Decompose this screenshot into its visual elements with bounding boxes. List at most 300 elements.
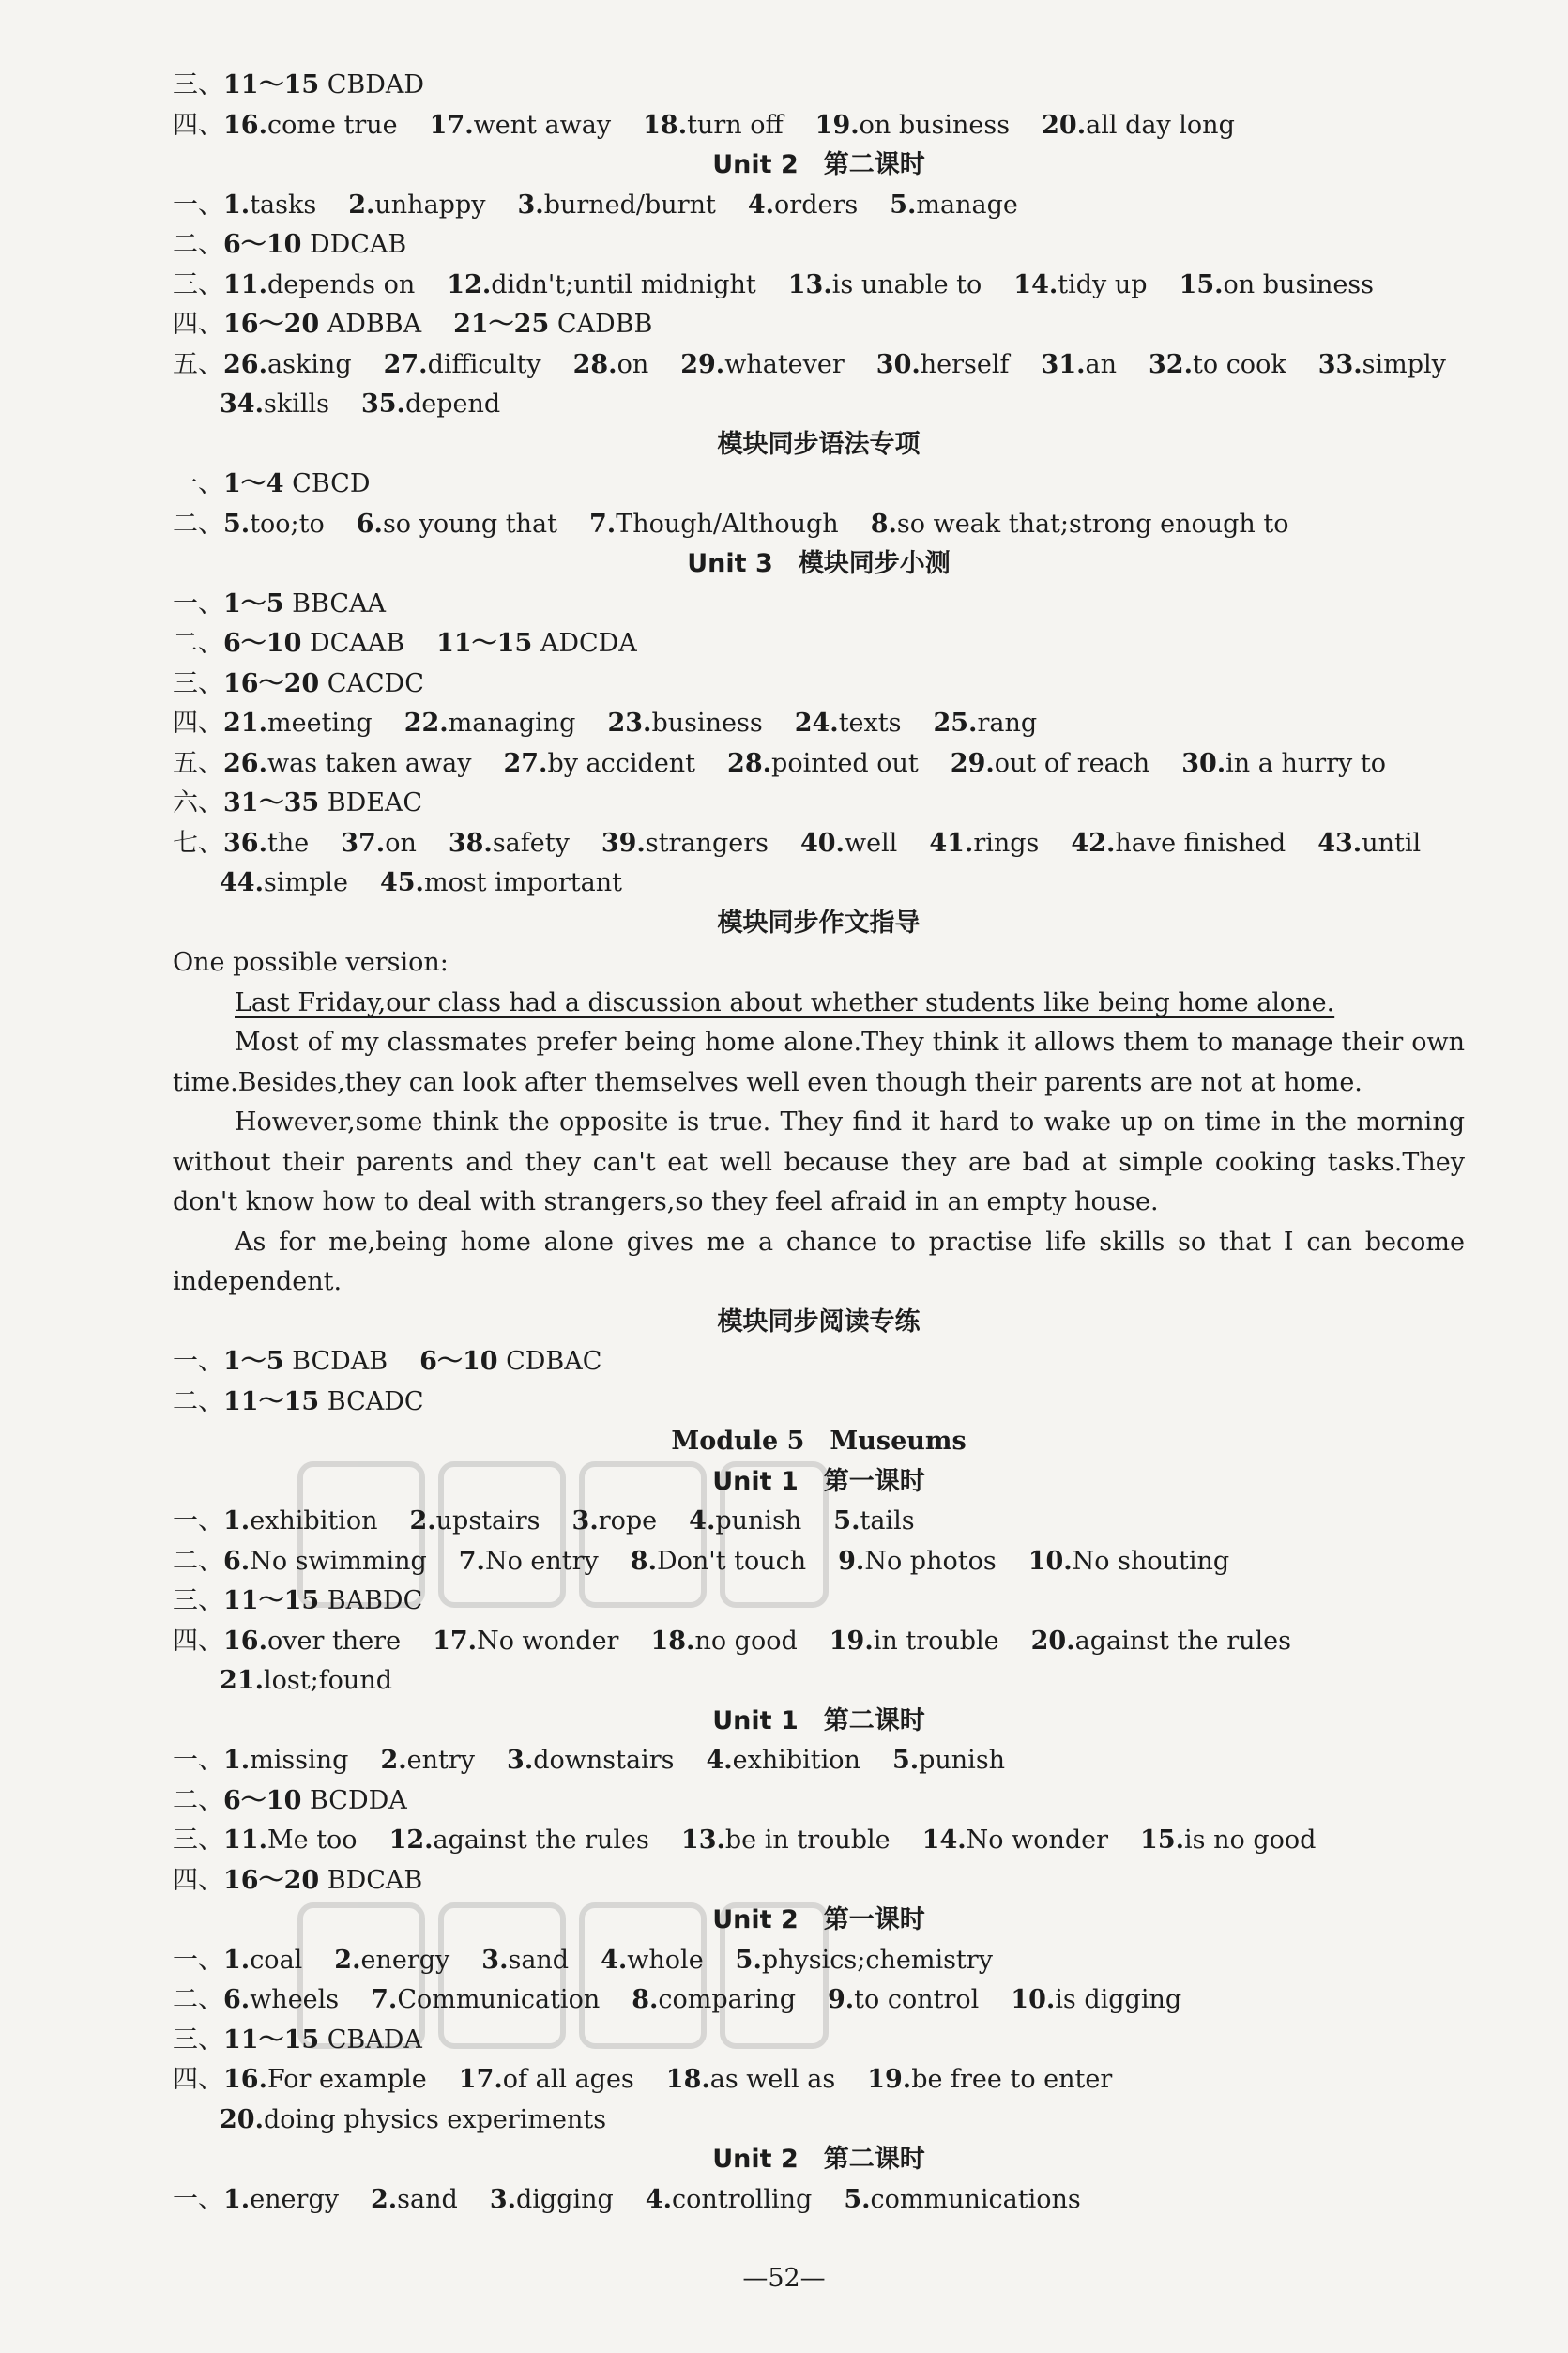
answer-text: exhibition (250, 1506, 378, 1536)
answer-item (800, 829, 897, 858)
answer-item (815, 111, 1010, 140)
answer-text: on business (859, 110, 1011, 140)
answer-item (223, 1985, 339, 2014)
answer-item (795, 709, 902, 738)
answer-item (223, 270, 415, 299)
question-number: 5. (223, 509, 251, 539)
question-section-marker: 四、 (173, 2065, 223, 2094)
answer-item (419, 1347, 601, 1376)
question-section-marker: 四、 (173, 1865, 223, 1895)
answer-item (871, 510, 1289, 539)
answer-line (173, 385, 1465, 425)
question-number: 19. (829, 1626, 874, 1656)
answer-text: difficulty (427, 349, 541, 379)
question-number: 23. (607, 709, 652, 738)
answer-item (380, 868, 622, 897)
question-number: 5. (735, 1945, 762, 1975)
question-number: 21. (220, 1666, 264, 1695)
essay-paragraph (173, 1023, 1465, 1103)
answer-item (748, 191, 858, 220)
answer-item (223, 2065, 427, 2094)
question-number: 9. (838, 1546, 865, 1576)
question-section-marker: 二、 (173, 1985, 223, 2014)
question-number: 6. (223, 1985, 251, 2014)
answer-text: sand (508, 1945, 570, 1975)
answer-text: BDCAB (319, 1865, 423, 1895)
answer-text: depends on (266, 269, 416, 299)
question-number: 24. (794, 709, 839, 738)
question-number: 16. (223, 1626, 267, 1656)
answer-line (173, 1581, 1465, 1622)
answer-line (173, 1542, 1465, 1582)
answer-line (173, 1383, 1465, 1423)
answer-text: skills (263, 390, 329, 419)
answer-line (173, 2060, 1465, 2101)
section-heading: 模块同步语法专项 (717, 429, 921, 459)
answer-item (727, 749, 919, 778)
answer-item (223, 1946, 302, 1975)
answer-line (173, 2021, 1465, 2061)
question-number: 2. (348, 190, 375, 220)
answer-item (929, 829, 1039, 858)
question-number: 12. (388, 1826, 434, 1855)
answer-text: to cook (1193, 349, 1286, 379)
answer-item (1317, 829, 1421, 858)
answer-line (173, 1741, 1465, 1781)
answer-text: comparing (658, 1985, 796, 2014)
question-section-marker: 三、 (173, 668, 223, 698)
section-heading: 模块同步阅读专练 (717, 1306, 921, 1337)
question-number: 30. (1181, 748, 1226, 778)
answer-item (459, 1547, 599, 1576)
question-number: 3. (571, 1506, 599, 1536)
answer-line (173, 345, 1465, 386)
answer-text: went away (473, 110, 612, 140)
answer-text: meeting (266, 709, 373, 738)
answer-item (223, 669, 424, 698)
answer-text: missing (250, 1746, 349, 1775)
question-number: 6～10 (223, 1785, 302, 1815)
answer-line (173, 505, 1465, 545)
question-number: 43. (1317, 828, 1362, 858)
question-section-marker: 三、 (173, 1826, 223, 1855)
question-number: 1. (223, 1746, 251, 1775)
answer-text: managing (448, 709, 576, 738)
answer-item (1028, 1547, 1230, 1576)
answer-text: BCDAB (283, 1347, 388, 1376)
question-number: 10. (1011, 1985, 1056, 2014)
question-number: 18. (665, 2065, 710, 2094)
answer-text: wheels (250, 1985, 340, 2014)
answer-text: rope (598, 1506, 658, 1536)
answer-text: turn off (687, 110, 784, 140)
answer-item (1140, 1826, 1316, 1855)
answer-line (173, 863, 1465, 904)
answer-text: on business (1223, 269, 1375, 299)
answer-text: business (651, 709, 763, 738)
answer-item (223, 70, 424, 99)
question-number: 1. (223, 1945, 251, 1975)
answer-text: depend (404, 390, 501, 419)
answer-text: didn't;until midnight (491, 269, 756, 299)
answer-item (844, 2185, 1080, 2214)
question-number: 14. (921, 1826, 967, 1855)
question-number: 21～25 (453, 310, 550, 339)
question-number: 1. (223, 190, 251, 220)
question-number: 14. (1013, 269, 1058, 299)
question-number: 6～10 (223, 230, 302, 259)
answer-text: No shouting (1072, 1546, 1230, 1576)
question-number: 18. (643, 110, 688, 140)
question-number: 11. (223, 269, 267, 299)
answer-text: No wonder (966, 1826, 1109, 1855)
answer-item (1042, 350, 1117, 379)
answer-text: doing physics experiments (263, 2104, 607, 2134)
answer-item (348, 191, 485, 220)
question-section-marker: 五、 (173, 349, 223, 379)
answer-item (361, 390, 500, 419)
answer-item (223, 1627, 401, 1656)
question-number: 40. (799, 828, 845, 858)
question-number: 8. (630, 1546, 657, 1576)
answer-text: downstairs (533, 1746, 675, 1775)
answer-item (490, 2185, 614, 2214)
question-number: 37. (341, 828, 386, 858)
answer-item (922, 1826, 1108, 1855)
question-number: 27. (383, 349, 428, 379)
answer-item (1180, 270, 1374, 299)
question-number: 1. (223, 2184, 251, 2214)
answer-text: Though/Although (616, 509, 839, 539)
answer-item (223, 1347, 388, 1376)
answer-text: be in trouble (724, 1826, 891, 1855)
question-number: 30. (875, 349, 921, 379)
answer-item (220, 390, 329, 419)
question-number: 2. (409, 1506, 436, 1536)
question-number: 4. (689, 1506, 716, 1536)
answer-text: energy (360, 1945, 450, 1975)
answer-text: CBDAD (319, 70, 425, 99)
answer-item (447, 270, 756, 299)
answer-item (357, 510, 557, 539)
question-number: 5. (891, 1746, 920, 1775)
answer-text: entry (406, 1746, 476, 1775)
answer-line (173, 585, 1465, 625)
question-number: 9. (827, 1985, 855, 2014)
answer-text: No wonder (477, 1626, 619, 1656)
answer-text: CACDC (319, 668, 424, 698)
answer-text: For example (266, 2065, 427, 2094)
question-number: 11～15 (223, 70, 320, 99)
question-section-marker: 一、 (173, 469, 223, 498)
answer-item (828, 1985, 979, 2014)
question-number: 42. (1071, 828, 1116, 858)
essay-paragraph-text: Most of my classmates prefer being home alone.They think it allows them to manage their own time.Besides,they can look after themselves well even though their parents are not at home. (173, 1028, 1465, 1097)
answer-line (173, 1980, 1465, 2021)
answer-text: out of reach (994, 748, 1150, 778)
answer-item (449, 829, 570, 858)
question-section-marker: 四、 (173, 310, 223, 339)
question-number: 7. (371, 1985, 398, 2014)
answer-text: over there (266, 1626, 402, 1656)
question-number: 16. (223, 110, 267, 140)
section-heading: Unit 2 第一课时 (712, 1905, 925, 1934)
answer-text: exhibition (732, 1746, 860, 1775)
question-number: 5. (833, 1506, 860, 1536)
answer-line (173, 66, 1465, 106)
section-heading: Unit 2 第二课时 (712, 2145, 925, 2174)
question-number: 12. (447, 269, 492, 299)
answer-item (631, 1547, 806, 1576)
question-section-marker: 二、 (173, 1785, 223, 1815)
answer-item (833, 1506, 914, 1536)
answer-line (173, 1502, 1465, 1542)
question-number: 15. (1140, 1826, 1185, 1855)
question-number: 17. (429, 110, 474, 140)
question-number: 7. (458, 1546, 485, 1576)
answer-item (1071, 829, 1286, 858)
essay-paragraph (173, 984, 1465, 1024)
question-number: 4. (601, 1945, 628, 1975)
answer-item (646, 2185, 813, 2214)
question-number: 15. (1179, 269, 1224, 299)
answer-item (573, 350, 649, 379)
answer-text: tails (860, 1506, 915, 1536)
answer-item (380, 1746, 475, 1775)
question-number: 2. (334, 1945, 361, 1975)
question-number: 41. (929, 828, 974, 858)
answer-line (173, 106, 1465, 146)
question-number: 6. (223, 1546, 251, 1576)
answer-item (371, 1985, 600, 2014)
answer-text: CBCD (283, 469, 371, 498)
answer-text: CADBB (549, 310, 653, 339)
question-section-marker: 一、 (173, 190, 223, 220)
question-number: 13. (787, 269, 832, 299)
answer-text: upstairs (435, 1506, 540, 1536)
answer-item (223, 1547, 427, 1576)
answer-text: was taken away (266, 748, 472, 778)
answer-item (481, 1946, 569, 1975)
answer-text: on (385, 828, 417, 858)
question-section-marker: 二、 (173, 230, 223, 259)
answer-item (223, 469, 370, 498)
answer-text: lost;found (263, 1666, 392, 1695)
answer-item (951, 749, 1149, 778)
answer-item (830, 1627, 999, 1656)
answer-text: physics;chemistry (761, 1945, 993, 1975)
question-section-marker: 五、 (173, 748, 223, 778)
answer-line (173, 704, 1465, 744)
section-heading: Unit 1 第二课时 (712, 1705, 925, 1735)
answer-text: no good (694, 1626, 798, 1656)
answer-item (223, 788, 422, 817)
question-section-marker: 一、 (173, 1746, 223, 1775)
section-heading: 模块同步作文指导 (717, 908, 921, 938)
question-number: 2. (380, 1746, 407, 1775)
question-number: 20. (220, 2104, 264, 2134)
answer-item (706, 1746, 860, 1775)
question-number: 29. (950, 748, 995, 778)
answer-line (173, 744, 1465, 785)
question-section-marker: 三、 (173, 1586, 223, 1615)
question-number: 4. (645, 2184, 672, 2214)
answer-item (876, 350, 1010, 379)
question-section-marker: 二、 (173, 629, 223, 658)
answer-text: tidy up (1058, 269, 1148, 299)
answer-item (220, 1666, 392, 1695)
answer-line (173, 1781, 1465, 1822)
answer-line (173, 784, 1465, 824)
answer-item (371, 2185, 458, 2214)
answer-line (173, 1622, 1465, 1662)
answer-item (607, 709, 762, 738)
question-number: 20. (1042, 110, 1087, 140)
answer-item (223, 1786, 407, 1815)
question-number: 16～20 (223, 668, 320, 698)
answer-text: against the rules (433, 1826, 649, 1855)
answer-text: safety (492, 828, 570, 858)
question-section-marker: 一、 (173, 1945, 223, 1975)
answer-item (223, 350, 352, 379)
answer-text: until (1362, 828, 1422, 858)
question-number: 1～4 (223, 469, 284, 498)
answer-text: manage (916, 190, 1018, 220)
answer-text: to control (854, 1985, 980, 2014)
answer-text: CDBAC (497, 1347, 602, 1376)
question-number: 28. (572, 349, 617, 379)
answer-text: is digging (1055, 1985, 1182, 2014)
answer-item (689, 1506, 801, 1536)
question-section-marker: 一、 (173, 1347, 223, 1376)
answer-text: is no good (1184, 1826, 1317, 1855)
question-number: 45. (379, 868, 424, 897)
answer-item (223, 111, 398, 140)
answer-text: communications (870, 2184, 1081, 2214)
answer-text: DCAAB (301, 629, 405, 658)
answer-item (666, 2065, 835, 2094)
answer-text: punish (919, 1746, 1006, 1775)
answer-item (436, 629, 637, 658)
question-number: 36. (223, 828, 267, 858)
answer-item (736, 1946, 993, 1975)
answer-item (1011, 1985, 1181, 2014)
question-number: 10. (1028, 1546, 1073, 1576)
answer-item (223, 310, 421, 339)
answer-text: in a hurry to (1225, 748, 1386, 778)
answer-text: simply (1362, 349, 1446, 379)
answer-line (173, 305, 1465, 345)
question-number: 3. (489, 2184, 516, 2214)
essay-paragraph (173, 1223, 1465, 1303)
answer-text: digging (516, 2184, 614, 2214)
answer-item (867, 2065, 1112, 2094)
answer-line (173, 2180, 1465, 2221)
question-number: 8. (870, 509, 897, 539)
answer-item (589, 510, 839, 539)
question-number: 33. (1317, 349, 1362, 379)
answer-item (459, 2065, 634, 2094)
answer-item (518, 191, 716, 220)
answer-text: sand (397, 2184, 458, 2214)
answer-item (1149, 350, 1286, 379)
answer-item (890, 191, 1018, 220)
answer-item (1181, 749, 1386, 778)
answer-text: BABDC (319, 1586, 423, 1615)
answer-line (173, 465, 1465, 505)
question-number: 7. (589, 509, 617, 539)
question-number: 11. (223, 1826, 267, 1855)
answer-item (223, 1506, 377, 1536)
question-number: 39. (601, 828, 646, 858)
question-section-marker: 二、 (173, 1546, 223, 1576)
answer-line (173, 665, 1465, 705)
answer-text: against the rules (1074, 1626, 1291, 1656)
answer-item (507, 1746, 674, 1775)
answer-text: whole (627, 1945, 704, 1975)
answer-text: in trouble (873, 1626, 999, 1656)
section-heading: Unit 3 模块同步小测 (687, 549, 951, 578)
question-number: 19. (867, 2065, 912, 2094)
answer-item (220, 2105, 606, 2134)
question-number: 4. (747, 190, 775, 220)
question-number: 1～5 (223, 1347, 284, 1376)
essay-lead: One possible version: (173, 948, 449, 977)
answer-text: punish (715, 1506, 802, 1536)
question-number: 11～15 (223, 2024, 320, 2055)
answer-line (173, 1661, 1465, 1702)
question-section-marker: 一、 (173, 588, 223, 619)
answer-line (173, 225, 1465, 266)
answer-item (223, 1746, 348, 1775)
answer-text: too;to (250, 509, 325, 539)
answer-item (681, 1826, 891, 1855)
question-number: 27. (503, 748, 548, 778)
answer-text: by accident (547, 748, 696, 778)
essay-paragraph (173, 1103, 1465, 1223)
answer-text: the (266, 828, 310, 858)
answer-text: asking (266, 349, 352, 379)
answer-text: No entry (484, 1546, 599, 1576)
question-number: 3. (481, 1945, 509, 1975)
question-number: 26. (223, 349, 267, 379)
answer-item (1318, 350, 1446, 379)
question-number: 6. (356, 509, 383, 539)
answer-line (173, 624, 1465, 665)
question-number: 31. (1041, 349, 1086, 379)
answer-item (433, 1627, 618, 1656)
answer-text: simple (263, 868, 348, 897)
answer-text: as well as (709, 2065, 836, 2094)
question-number: 3. (517, 190, 544, 220)
question-number: 8. (632, 1985, 659, 2014)
question-section-marker: 六、 (173, 788, 223, 817)
answer-item (341, 829, 417, 858)
answer-item (223, 629, 404, 658)
question-number: 21. (223, 709, 267, 738)
section-heading: Unit 2 第二课时 (712, 150, 925, 179)
question-section-marker: 二、 (173, 1386, 223, 1416)
answer-text: well (844, 828, 898, 858)
answer-item (453, 310, 652, 339)
question-section-marker: 一、 (173, 1506, 223, 1536)
question-number: 5. (890, 190, 917, 220)
question-number: 16～20 (223, 310, 320, 339)
question-number: 2. (370, 2184, 398, 2214)
answer-text: Don't touch (656, 1546, 807, 1576)
question-number: 31～35 (223, 788, 320, 817)
answer-line (173, 186, 1465, 226)
